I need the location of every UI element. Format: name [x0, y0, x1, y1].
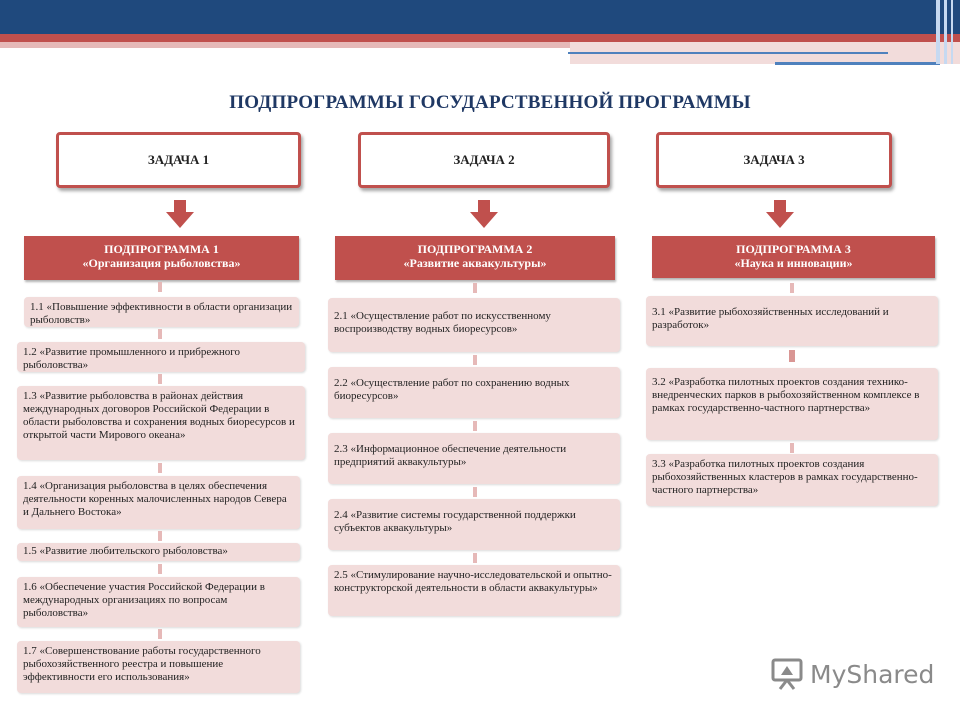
- item-3-1: 3.1 «Развитие рыбохозяйственных исследований и разработок»: [646, 296, 938, 346]
- watermark-text: MyShared: [810, 659, 935, 689]
- item-1-6: 1.6 «Обеспечение участия Российской Федерации в международных организациях по вопросам рыболовства»: [17, 577, 300, 627]
- subprogram-2-header: [335, 236, 615, 280]
- item-2-3: 2.3 «Информационное обеспечение деятельности предприятий аквакультуры»: [328, 433, 620, 484]
- connector: [473, 553, 477, 563]
- item-1-1: 1.1 «Повышение эффективности в области организации рыболовств»: [24, 297, 299, 327]
- presentation-icon: [770, 657, 804, 691]
- subprogram-3-title: ПОДПРОГРАММА 3: [736, 242, 851, 256]
- connector: [158, 282, 162, 292]
- header-vertical-stripe: [951, 0, 953, 64]
- slide-title: ПОДПРОГРАММЫ ГОСУДАРСТВЕННОЙ ПРОГРАММЫ: [229, 92, 751, 113]
- header-vertical-stripe: [936, 0, 940, 64]
- connector: [158, 564, 162, 574]
- connector: [473, 283, 477, 293]
- connector: [158, 629, 162, 639]
- subprogram-2-name: «Развитие аквакультуры»: [403, 256, 547, 270]
- header-blue-line-short: [775, 62, 940, 65]
- item-2-4: 2.4 «Развитие системы государственной поддержки субъектов аквакультуры»: [328, 499, 620, 550]
- item-2-5: 2.5 «Стимулирование научно-исследовательской и опытно-конструкторской деятельности в области аквакультуры»: [328, 565, 620, 616]
- connector: [158, 329, 162, 339]
- arrow-down-icon: [766, 200, 794, 228]
- item-3-3: 3.3 «Разработка пилотных проектов создания рыбохозяйственных кластеров в рамках государственно-частного партнерства»: [646, 454, 938, 506]
- task-1-box: ЗАДАЧА 1: [56, 132, 301, 188]
- connector: [789, 350, 795, 362]
- subprogram-1-title: ПОДПРОГРАММА 1: [104, 242, 219, 256]
- connector: [790, 283, 794, 293]
- myshared-logo: [770, 657, 934, 691]
- connector: [473, 487, 477, 497]
- header-bar: [0, 0, 960, 34]
- item-1-4: 1.4 «Организация рыболовства в целях обеспечения деятельности коренных малочисленных народов Севера и Дальнего Востока»: [17, 476, 300, 529]
- item-2-1: 2.1 «Осуществление работ по искусственному воспроизводству водных биоресурсов»: [328, 298, 620, 352]
- subprogram-3-header: [652, 236, 935, 278]
- subprogram-1-name: «Организация рыболовства»: [82, 256, 241, 270]
- connector: [473, 421, 477, 431]
- connector: [158, 374, 162, 384]
- connector: [158, 463, 162, 473]
- item-1-5: 1.5 «Развитие любительского рыболовства»: [17, 543, 300, 561]
- item-2-2: 2.2 «Осуществление работ по сохранению водных биоресурсов»: [328, 367, 620, 418]
- item-1-3: 1.3 «Развитие рыболовства в районах действия международных договоров Российской Федерации в области рыболовства и сохранения водных биоресурсов и открытой части Мирового океана»: [17, 386, 305, 460]
- header-pink-stripe: [0, 42, 570, 48]
- arrow-down-icon: [166, 200, 194, 228]
- arrow-down-icon: [470, 200, 498, 228]
- item-1-7: 1.7 «Совершенствование работы государственного рыбохозяйственного реестра и повышение эффективности его использования»: [17, 641, 300, 693]
- task-3-box: ЗАДАЧА 3: [656, 132, 892, 188]
- subprogram-2-title: ПОДПРОГРАММА 2: [417, 242, 533, 256]
- header-vertical-stripe: [944, 0, 947, 64]
- subprogram-1-header: [24, 236, 299, 280]
- task-2-box: ЗАДАЧА 2: [358, 132, 610, 188]
- connector: [158, 531, 162, 541]
- connector: [790, 443, 794, 453]
- connector: [473, 355, 477, 365]
- header-red-stripe: [0, 34, 960, 42]
- item-3-2: 3.2 «Разработка пилотных проектов создания технико-внедренческих парков в рыбохозяйственном комплексе в рамках государственно-частного партнерства»: [646, 368, 938, 440]
- item-1-2: 1.2 «Развитие промышленного и прибрежного рыболовства»: [17, 342, 305, 372]
- header-blue-line: [568, 52, 888, 54]
- subprogram-3-name: «Наука и инновации»: [734, 256, 853, 270]
